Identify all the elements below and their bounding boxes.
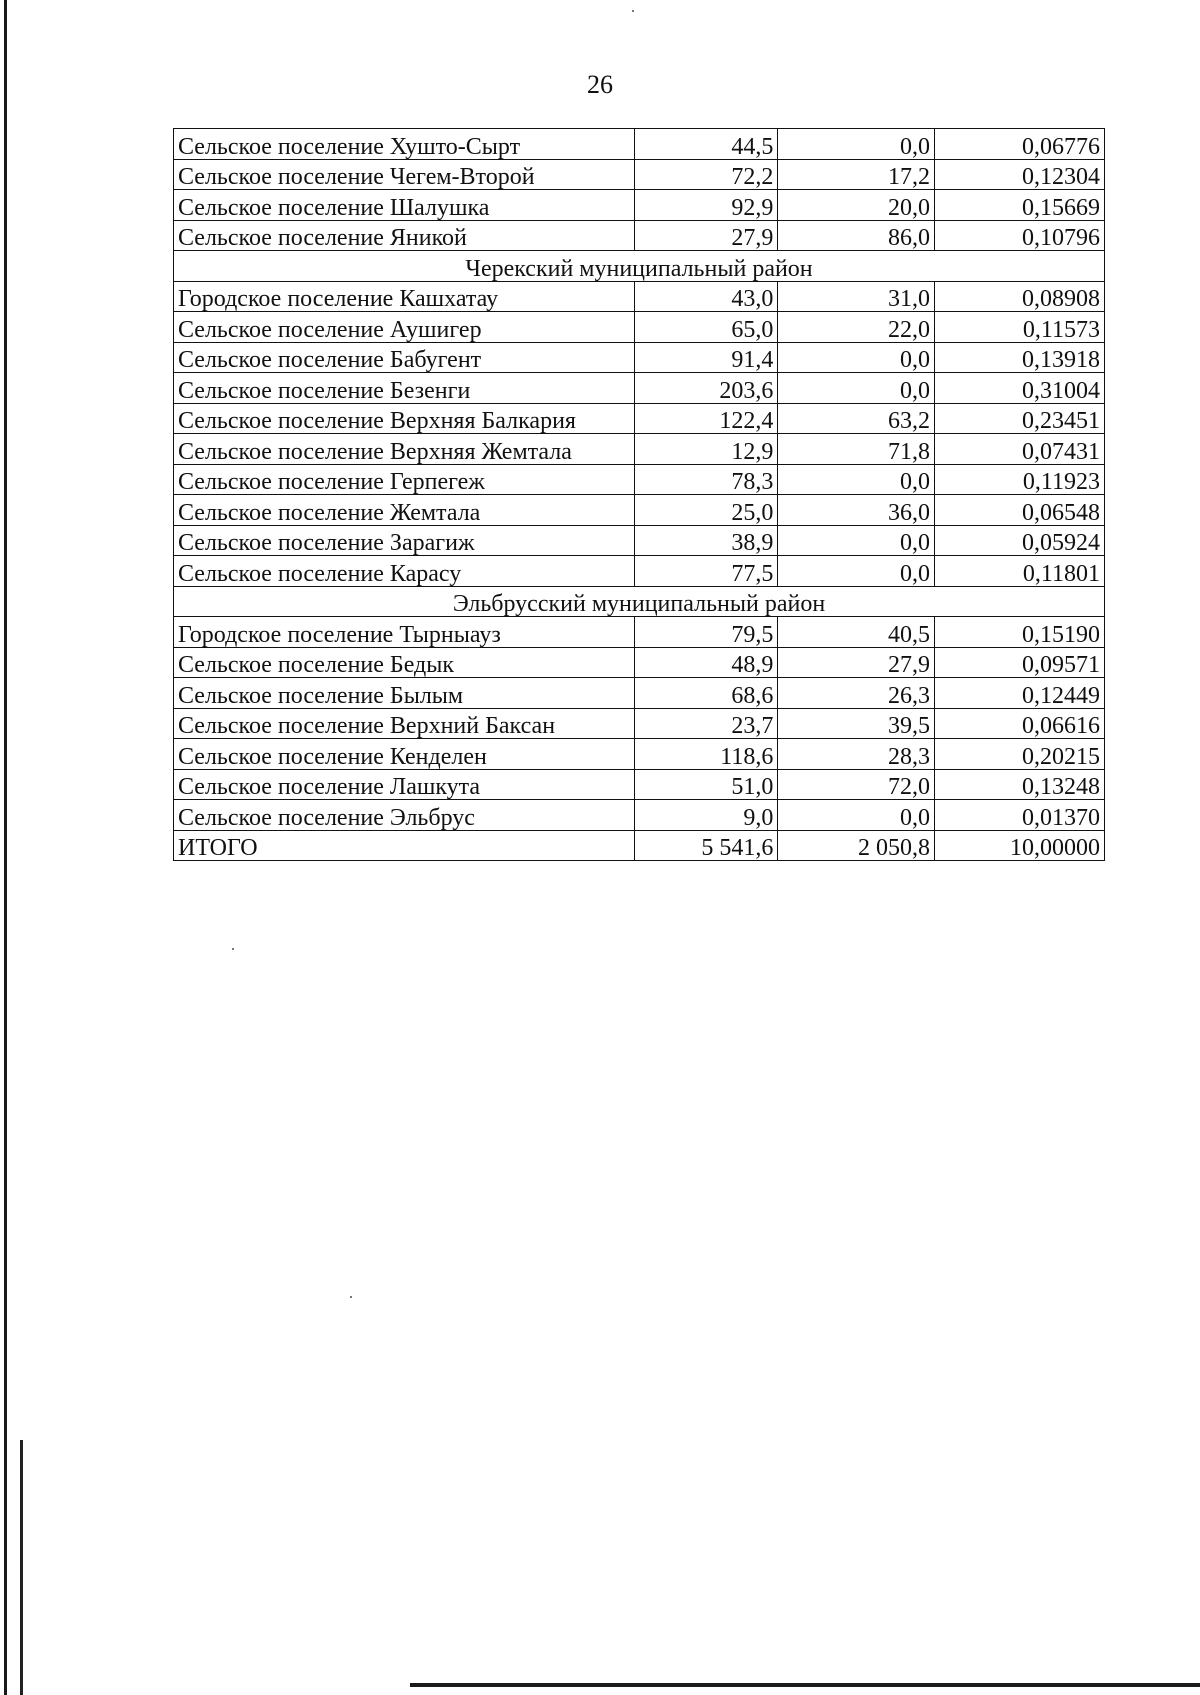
value-cell-1: 68,6 [634, 678, 777, 709]
table-row [174, 708, 1105, 739]
settlement-name-cell: Сельское поселение Бабугент [174, 342, 635, 373]
value-cell-1: 23,7 [634, 708, 777, 739]
settlement-name-cell: Сельское поселение Былым [174, 678, 635, 709]
value-cell-1: 12,9 [634, 434, 777, 465]
settlement-name-cell: Сельское поселение Верхний Баксан [174, 708, 635, 739]
value-cell-1: 44,5 [634, 129, 777, 160]
coefficient-cell: 0,06776 [935, 129, 1105, 160]
settlement-name-cell: Сельское поселение Безенги [174, 373, 635, 404]
settlements-table [173, 128, 1105, 861]
settlement-name-cell: Сельское поселение Эльбрус [174, 800, 635, 831]
value-cell-2: 27,9 [778, 647, 935, 678]
coefficient-cell: 0,11573 [935, 312, 1105, 343]
value-cell-1: 203,6 [634, 373, 777, 404]
settlement-name-cell: Сельское поселение Герпегеж [174, 464, 635, 495]
table-row [174, 739, 1105, 770]
coefficient-cell: 0,13248 [935, 769, 1105, 800]
value-cell-2: 71,8 [778, 434, 935, 465]
coefficient-cell: 0,13918 [935, 342, 1105, 373]
value-cell-1: 25,0 [634, 495, 777, 526]
value-cell-1: 118,6 [634, 739, 777, 770]
value-cell-2: 39,5 [778, 708, 935, 739]
settlement-name-cell: Сельское поселение Яникой [174, 220, 635, 251]
value-cell-2: 2 050,8 [778, 830, 935, 861]
settlement-name-cell: Сельское поселение Шалушка [174, 190, 635, 221]
value-cell-1: 65,0 [634, 312, 777, 343]
coefficient-cell: 0,10796 [935, 220, 1105, 251]
table-row [174, 220, 1105, 251]
value-cell-1: 79,5 [634, 617, 777, 648]
value-cell-2: 0,0 [778, 464, 935, 495]
coefficient-cell: 0,12449 [935, 678, 1105, 709]
value-cell-1: 78,3 [634, 464, 777, 495]
value-cell-1: 5 541,6 [634, 830, 777, 861]
coefficient-cell: 0,06616 [935, 708, 1105, 739]
value-cell-1: 9,0 [634, 800, 777, 831]
coefficient-cell: 0,06548 [935, 495, 1105, 526]
value-cell-2: 0,0 [778, 129, 935, 160]
value-cell-2: 17,2 [778, 159, 935, 190]
settlement-name-cell: Сельское поселение Бедык [174, 647, 635, 678]
table-row [174, 403, 1105, 434]
scan-speck [232, 948, 234, 950]
scan-speck [632, 10, 634, 12]
district-header-row [174, 251, 1105, 282]
district-name: Черекский муниципальный район [174, 251, 1105, 282]
settlement-name-cell: Сельское поселение Верхняя Жемтала [174, 434, 635, 465]
value-cell-1: 91,4 [634, 342, 777, 373]
value-cell-1: 43,0 [634, 281, 777, 312]
table-row [174, 159, 1105, 190]
value-cell-2: 0,0 [778, 556, 935, 587]
value-cell-2: 36,0 [778, 495, 935, 526]
table-row [174, 373, 1105, 404]
value-cell-2: 20,0 [778, 190, 935, 221]
total-row [174, 830, 1105, 861]
value-cell-2: 0,0 [778, 525, 935, 556]
value-cell-1: 48,9 [634, 647, 777, 678]
value-cell-1: 72,2 [634, 159, 777, 190]
table-row [174, 556, 1105, 587]
coefficient-cell: 0,23451 [935, 403, 1105, 434]
settlement-name-cell: Сельское поселение Жемтала [174, 495, 635, 526]
table-row [174, 769, 1105, 800]
coefficient-cell: 0,05924 [935, 525, 1105, 556]
table-row [174, 495, 1105, 526]
coefficient-cell: 0,31004 [935, 373, 1105, 404]
value-cell-2: 31,0 [778, 281, 935, 312]
coefficient-cell: 0,09571 [935, 647, 1105, 678]
value-cell-1: 38,9 [634, 525, 777, 556]
value-cell-1: 77,5 [634, 556, 777, 587]
settlement-name-cell: Сельское поселение Лашкута [174, 769, 635, 800]
scan-speck [350, 1296, 352, 1298]
coefficient-cell: 0,07431 [935, 434, 1105, 465]
table-row [174, 525, 1105, 556]
table-row [174, 190, 1105, 221]
value-cell-2: 72,0 [778, 769, 935, 800]
scan-border-bottom [410, 1683, 1200, 1687]
value-cell-2: 40,5 [778, 617, 935, 648]
coefficient-cell: 0,12304 [935, 159, 1105, 190]
table-body [174, 129, 1105, 861]
settlement-name-cell: Сельское поселение Карасу [174, 556, 635, 587]
settlement-name-cell: Сельское поселение Хушто-Сырт [174, 129, 635, 160]
value-cell-2: 26,3 [778, 678, 935, 709]
value-cell-2: 63,2 [778, 403, 935, 434]
value-cell-2: 0,0 [778, 342, 935, 373]
table-row [174, 434, 1105, 465]
coefficient-cell: 0,11801 [935, 556, 1105, 587]
settlement-name-cell: Сельское поселение Чегем-Второй [174, 159, 635, 190]
table-row [174, 312, 1105, 343]
value-cell-2: 86,0 [778, 220, 935, 251]
table-row [174, 342, 1105, 373]
settlement-name-cell: Сельское поселение Аушигер [174, 312, 635, 343]
scan-border-left-inner [20, 1440, 23, 1695]
coefficient-cell: 0,20215 [935, 739, 1105, 770]
value-cell-2: 0,0 [778, 373, 935, 404]
value-cell-2: 0,0 [778, 800, 935, 831]
table-row [174, 617, 1105, 648]
coefficient-cell: 0,08908 [935, 281, 1105, 312]
settlement-name-cell: ИТОГО [174, 830, 635, 861]
scan-border-left [4, 0, 7, 1695]
district-header-row [174, 586, 1105, 617]
coefficient-cell: 0,15190 [935, 617, 1105, 648]
coefficient-cell: 10,00000 [935, 830, 1105, 861]
settlement-name-cell: Городское поселение Кашхатау [174, 281, 635, 312]
value-cell-2: 22,0 [778, 312, 935, 343]
table-row [174, 281, 1105, 312]
settlement-name-cell: Сельское поселение Верхняя Балкария [174, 403, 635, 434]
settlement-name-cell: Сельское поселение Кенделен [174, 739, 635, 770]
value-cell-2: 28,3 [778, 739, 935, 770]
table-row [174, 129, 1105, 160]
value-cell-1: 122,4 [634, 403, 777, 434]
coefficient-cell: 0,11923 [935, 464, 1105, 495]
page-number: 26 [587, 70, 613, 99]
table-row [174, 800, 1105, 831]
settlement-name-cell: Сельское поселение Зарагиж [174, 525, 635, 556]
value-cell-1: 92,9 [634, 190, 777, 221]
district-name: Эльбрусский муниципальный район [174, 586, 1105, 617]
value-cell-1: 27,9 [634, 220, 777, 251]
coefficient-cell: 0,15669 [935, 190, 1105, 221]
settlement-name-cell: Городское поселение Тырныауз [174, 617, 635, 648]
value-cell-1: 51,0 [634, 769, 777, 800]
table-row [174, 678, 1105, 709]
table-row [174, 464, 1105, 495]
table-row [174, 647, 1105, 678]
coefficient-cell: 0,01370 [935, 800, 1105, 831]
